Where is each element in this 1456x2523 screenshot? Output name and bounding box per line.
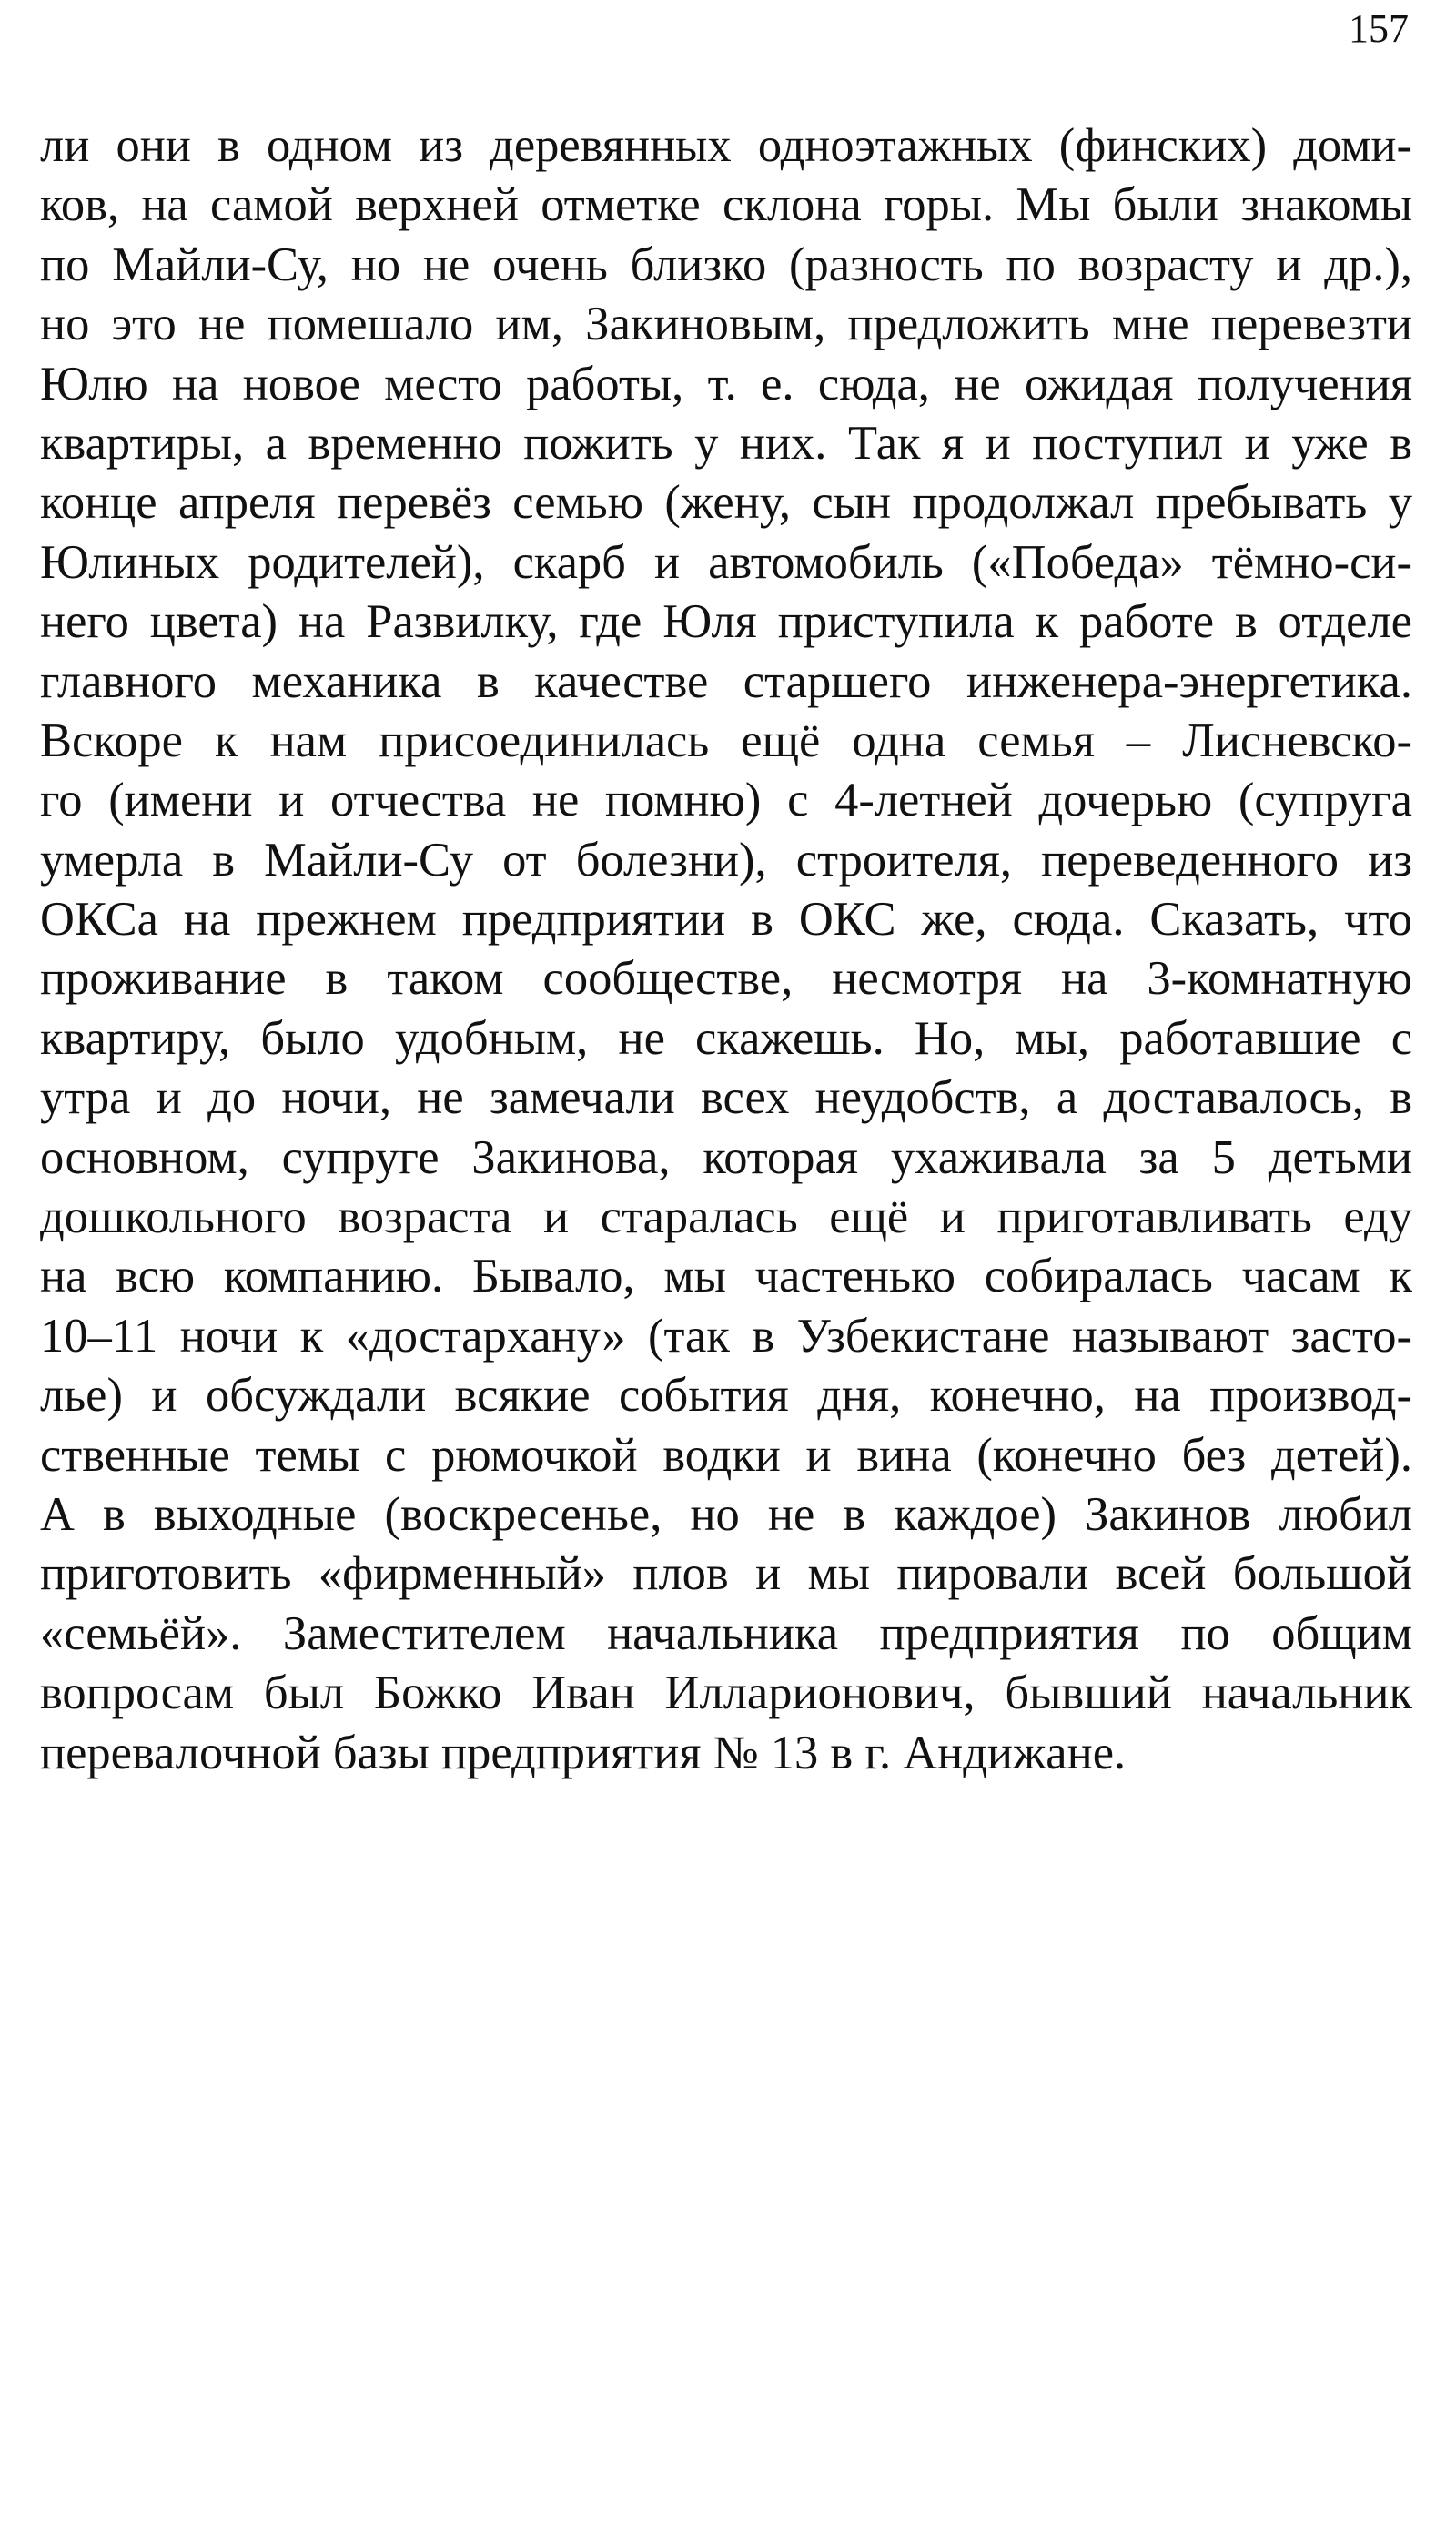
text-line: ков, на самой верхней отметке склона горы. Мы были знакомы — [40, 178, 1412, 232]
text-line: основном, супруге Закинова, которая ухаживала за 5 детьми — [40, 1130, 1412, 1184]
text-line: лье) и обсуждали всякие события дня, конечно, на производ- — [40, 1369, 1412, 1423]
text-line: перевалочной базы предприятия № 13 в г. Андижане. — [40, 1726, 1127, 1779]
text-line: главного механика в качестве старшего инженера-энергетика. — [40, 654, 1412, 708]
text-line: ОКСа на прежнем предприятии в ОКС же, сюда. Сказать, что — [40, 893, 1412, 947]
text-line: квартиру, было удобным, не скажешь. Но, мы, работавшие с — [40, 1011, 1412, 1065]
text-line: Юлиных родителей), скарб и автомобиль («Победа» тёмно-си- — [40, 535, 1412, 589]
text-line: го (имени и отчества не помню) с 4-летней дочерью (супруга — [40, 774, 1412, 827]
text-block — [40, 117, 1412, 1783]
text-line: на всю компанию. Бывало, мы частенько собиралась часам к — [40, 1250, 1412, 1303]
text-line: ственные темы с рюмочкой водки и вина (конечно без детей). — [40, 1428, 1412, 1482]
text-line: но это не помешало им, Закиновым, предложить мне перевезти — [40, 298, 1412, 351]
text-line: умерла в Майли-Су от болезни), строителя, переведенного из — [40, 833, 1412, 887]
text-line: проживание в таком сообществе, несмотря на 3-комнатную — [40, 952, 1412, 1006]
text-line: дошкольного возраста и старалась ещё и приготавливать еду — [40, 1191, 1412, 1244]
text-line: Вскоре к нам присоединилась ещё одна семья – Лисневско- — [40, 714, 1412, 767]
text-line: «семьёй». Заместителем начальника предприятия по общим — [40, 1606, 1412, 1660]
text-line: приготовить «фирменный» плов и мы пировали всей большой — [40, 1547, 1412, 1601]
text-line: вопросам был Божко Иван Илларионович, бывший начальник — [40, 1667, 1412, 1720]
text-line: 10–11 ночи к «достархану» (так в Узбекистане называют засто- — [40, 1309, 1412, 1363]
text-line: квартиры, а временно пожить у них. Так я и поступил и уже в — [40, 416, 1412, 470]
page-number: 157 — [1349, 6, 1409, 51]
text-line: него цвета) на Развилку, где Юля приступила к работе в отделе — [40, 595, 1412, 649]
text-line: Юлю на новое место работы, т. е. сюда, не ожидая получения — [40, 357, 1412, 410]
text-line: по Майли-Су, но не очень близко (разность по возрасту и др.), — [40, 238, 1412, 291]
text-line: А в выходные (воскресенье, но не в каждое) Закинов любил — [40, 1487, 1412, 1541]
text-line: конце апреля перевёз семью (жену, сын продолжал пребывать у — [40, 476, 1412, 530]
text-line: утра и до ночи, не замечали всех неудобств, а доставалось, в — [40, 1071, 1412, 1125]
text-line: ли они в одном из деревянных одноэтажных (финских) доми- — [40, 119, 1412, 172]
